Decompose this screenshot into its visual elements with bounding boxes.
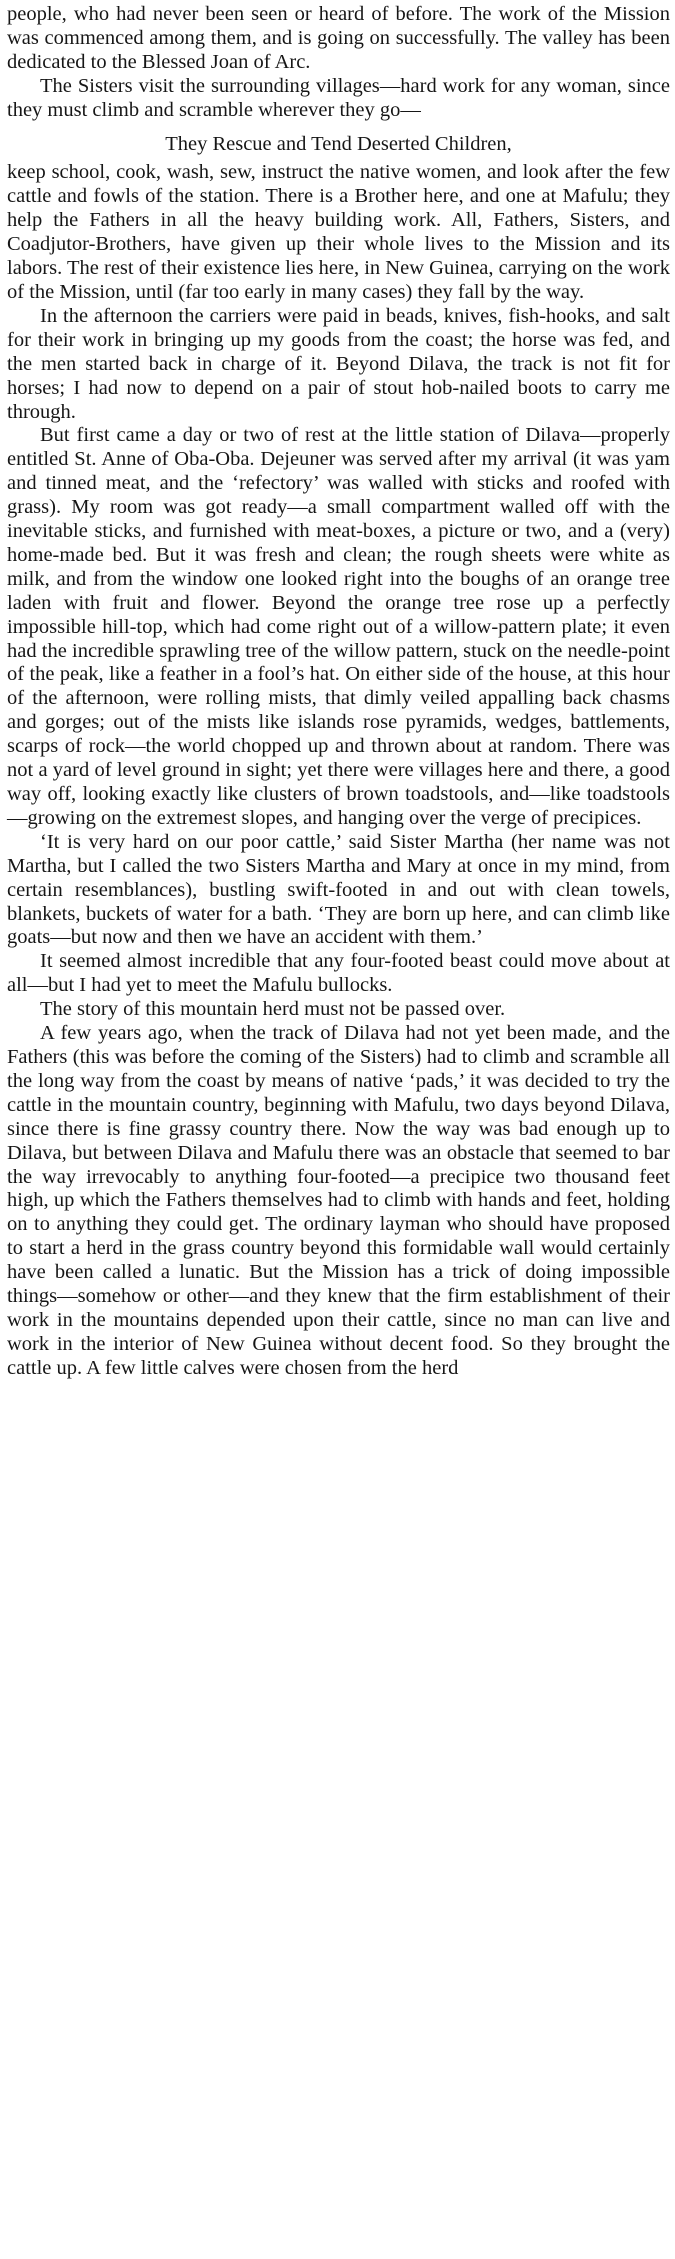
paragraph-sister-martha: ‘It is very hard on our poor cattle,’ said Sister Martha (her name was not Martha, but I called the two Sisters Martha and Mary at once in my mind, from certain resemblances), bustling swift-footed in and out with clean towels, blankets, buckets of water for a bath. ‘They are born up here, and can climb like goats—but now and then we have an accident with them.’ — [7, 830, 670, 949]
paragraph-mountain-herd: The story of this mountain herd must not be passed over. — [40, 998, 506, 1021]
section-subheading: They Rescue and Tend Deserted Children, — [165, 132, 512, 155]
paragraph-sisters-visit: The Sisters visit the surrounding villages—hard work for any woman, since they must climb and scramble wherever they go— — [7, 74, 670, 121]
paragraph-four-footed: It seemed almost incredible that any four-footed beast could move about at all—but I had yet to meet the Mafulu bullocks. — [7, 950, 670, 997]
paragraph-school-work: keep school, cook, wash, sew, instruct the native women, and look after the few cattle and fowls of the station. There is a Brother here, and one at Mafulu; they help the Fathers in all the heavy building work. All, Fathers, Sisters, and Coadjutor-Brothers, have given up their whole lives to the Mission and its labors. The rest of their existence lies here, in New Guinea, carrying on the work of the Mission, until (far too early in many cases) they fall by the way. — [7, 161, 670, 303]
paragraph-carriers: In the afternoon the carriers were paid in beads, knives, fish-hooks, and salt for their work in bringing up my goods from the coast; the horse was fed, and the men started back in charge of it. Beyond Dilava, the track is not fit for horses; I had now to depend on a pair of stout hob-nailed boots to carry me through. — [7, 304, 670, 423]
paragraph-cattle-story: A few years ago, when the track of Dilava had not yet been made, and the Fathers (this was before the coming of the Sisters) had to climb and scramble all the long way from the coast by means of native ‘pads,’ it was decided to try the cattle in the mountain country, beginning with Mafulu, two days beyond Dilava, since there is fine grassy country there. Now the way was bad enough up to Dilava, but between Dilava and Mafulu there was an obstacle that seemed to bar the way irrevocably to anything four-footed—a precipice two thousand feet high, up which the Fathers themselves had to climb with hands and feet, holding on to anything they could get. The ordinary layman who should have proposed to start a herd in the grass country beyond this formidable wall would certainly have been called a lunatic. But the Mission has a trick of doing impossible things—somehow or other—and they knew that the firm establishment of their work in the mountains depended upon their cattle, since no man can live and work in the interior of New Guinea without decent food. So they brought the cattle up. A few little calves were chosen from the herd — [7, 1022, 670, 1379]
paragraph-dilava-station: But first came a day or two of rest at the little station of Dilava—properly entitled St. Anne of Oba-Oba. Dejeuner was served after my arrival (it was yam and tinned meat, and the ‘refectory’ was walled with sticks and roofed with grass). My room was got ready—a small compartment walled off with the inevitable sticks, and furnished with meat-boxes, a picture or two, and a (very) home-made bed. But it was fresh and clean; the rough sheets were white as milk, and from the window one looked right into the boughs of an orange tree laden with fruit and flower. Beyond the orange tree rose up a perfectly impossible hill-top, which had come right out of a willow-pattern plate; it even had the incredible sprawling tree of the willow pattern, stuck on the needle-point of the peak, like a feather in a fool’s hat. On either side of the house, at this hour of the afternoon, were rolling mists, that dimly veiled appalling back chasms and gorges; out of the mists like islands rose pyramids, wedges, battlements, scarps of rock—the world chopped up and thrown about at random. There was not a yard of level ground in sight; yet there were villages here and there, a good way off, looking exactly like clusters of brown toadstools, and—like toadstools—growing on the extremest slopes, and hanging over the verge of precipices. — [7, 424, 670, 829]
paragraph-continued: people, who had never been seen or heard of before. The work of the Mission was commenced among them, and is going on successfully. The valley has been dedicated to the Blessed Joan of Arc. — [7, 3, 670, 73]
